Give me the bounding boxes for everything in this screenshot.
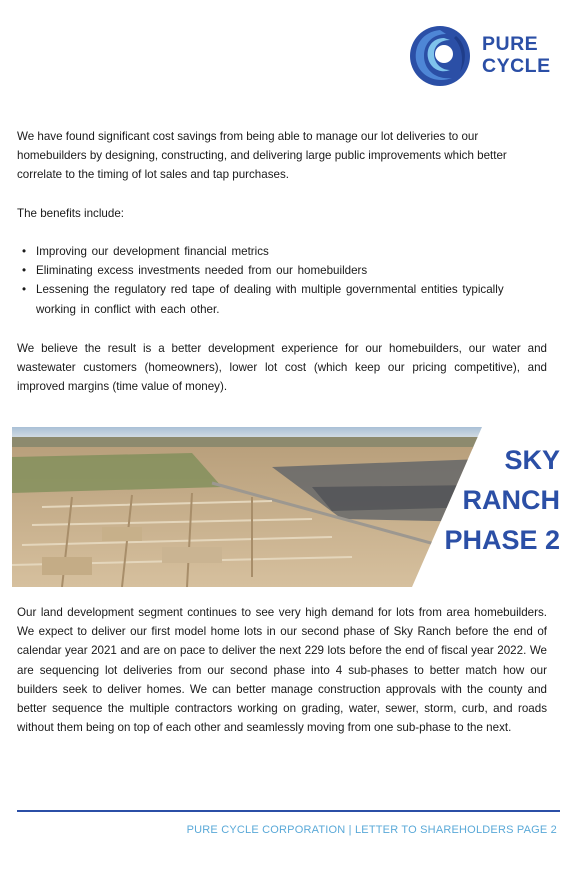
section-title-line-3: PHASE 2 xyxy=(444,525,560,555)
water-drop-swirl-icon xyxy=(406,24,474,88)
logo-line-2: CYCLE xyxy=(482,55,551,77)
footer-divider xyxy=(17,810,560,812)
list-item: • Lessening the regulatory red tape of dealing with multiple governmental entities typically working in conflict with each other. xyxy=(17,280,547,318)
land-development-paragraph: Our land development segment continues to see very high demand for lots from area homebuilders. We expect to deliver our first model home lots in our second phase of Sky Ranch before the end of calendar year 2021 and are on pace to deliver the next 229 lots before the end of fiscal year 2022. We are sequencing lot deliveries from our second phase into 4 sub-phases to better match how our builders seek to deliver homes. We can better manage construction approvals with the county and better sequence the multiple contractors working on grading, water, sewer, storm, curb, and roads without them being on top of each other and seamlessly moving from one sub-phase to the next. xyxy=(17,606,547,735)
section-title xyxy=(400,440,560,560)
list-item: • Eliminating excess investments needed from our homebuilders xyxy=(17,261,547,280)
section-title-line-1: SKY xyxy=(504,445,560,475)
footer-text: PURE CYCLE CORPORATION | LETTER TO SHAREHOLDERS PAGE 2 xyxy=(186,824,557,836)
benefits-intro: The benefits include: xyxy=(17,207,124,220)
intro-paragraph: We have found significant cost savings from being able to manage our lot deliveries to our homebuilders by designing, constructing, and delivering large public improvements which better correlate to the timing of lot sales and tap purchases. xyxy=(17,130,507,182)
result-paragraph: We believe the result is a better development experience for our homebuilders, our water and wastewater customers (homeowners), lower lot cost (which keep our pricing competitive), and improved margins (time value of money). xyxy=(17,342,547,394)
logo-wordmark xyxy=(482,33,551,77)
section-title-line-2: RANCH xyxy=(462,485,560,515)
pure-cycle-logo xyxy=(406,24,566,88)
benefits-list xyxy=(17,242,547,319)
logo-line-1: PURE xyxy=(482,33,539,55)
list-item: • Improving our development financial metrics xyxy=(17,242,547,261)
